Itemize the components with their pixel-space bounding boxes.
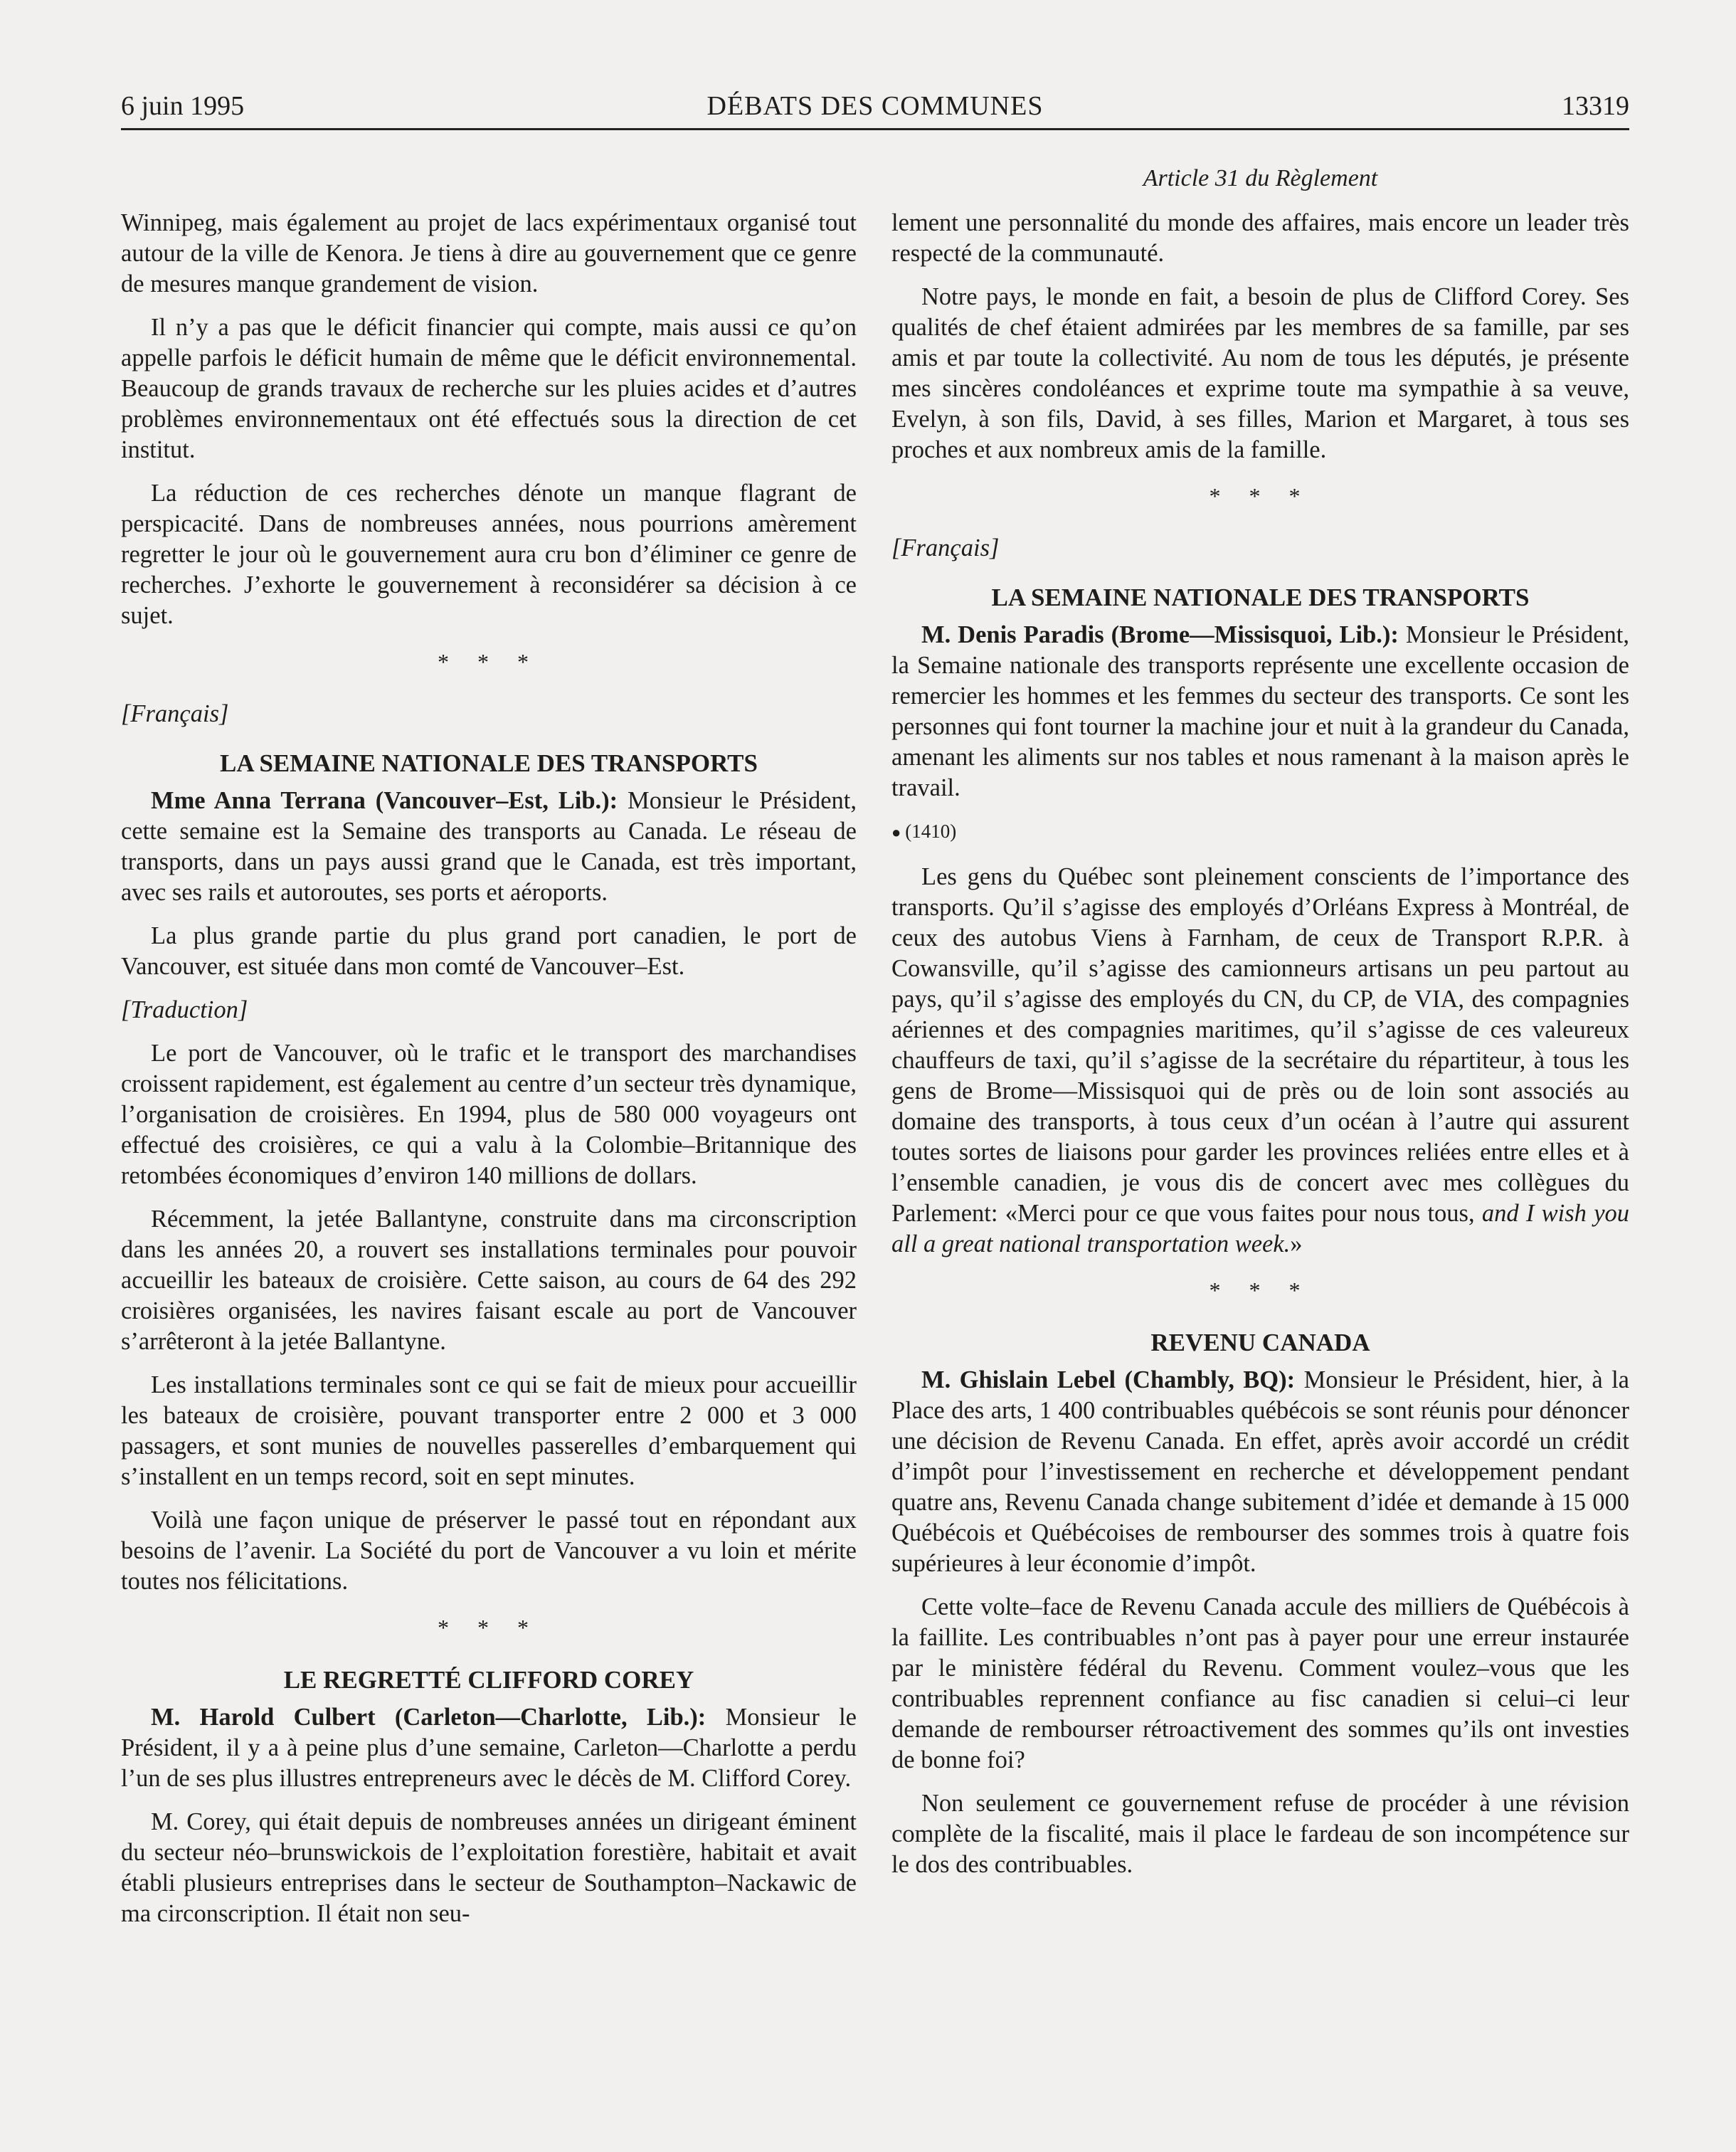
speech-text: Monsieur le Président, la Semaine nationale des transports représente une excellente occasion de remercier les hommes et les femmes du secteur des transports. Ce sont les personnes qui font tourner la machine jour et nuit à la grandeur du Canada, amenant les aliments sur nos tables et nous ramenant à la maison après le travail. (891, 621, 1629, 801)
paragraph: Notre pays, le monde en fait, a besoin de plus de Clifford Corey. Ses qualités de chef étaient admirées par les membres de sa famille, par ses amis et par toute la collectivité. Au nom de tous les députés, je présente mes sincères condoléances et exprime toute ma sympathie à sa veuve, Evelyn, à son fils, David, à ses filles, Marion et Margaret, à tous ses proches et aux nombreux amis de la famille. (891, 283, 1629, 463)
paragraph: Cette volte–face de Revenu Canada accule des milliers de Québécois à la faillite. Les contribuables n’ont pas à payer pour une erreur instaurée par le ministère fédéral du Revenu. Comment voulez–vous que les contribuables reprennent confiance au fisc canadien si celui–ci leur demande de rembourser rétroactivement des sommes qu’ils ont investies de bonne foi? (891, 1593, 1629, 1773)
speech-paragraph (121, 786, 857, 908)
paragraph: La réduction de ces recherches dénote un manque flagrant de perspicacité. Dans de nombreuses années, nous pourrions amèrement regretter le jour où le gouvernement aura cru bon d’éliminer ce genre de recherches. J’exhorte le gouvernement à reconsidérer sa décision à ce sujet. (121, 480, 857, 629)
section-separator: * * * (1209, 1277, 1312, 1303)
section-heading: LA SEMAINE NATIONALE DES TRANSPORTS (220, 749, 758, 777)
time-marker (891, 816, 1629, 848)
paragraph: Winnipeg, mais également au projet de lacs expérimentaux organisé tout autour de la ville de Kenora. Je tiens à dire au gouvernement que ce genre de mesures manque grandement de vision. (121, 209, 857, 297)
paragraph: Récemment, la jetée Ballantyne, construite dans ma circonscription dans les années 20, a rouvert ses installations terminales pour pouvoir accueillir les bateaux de croisière. Cette saison, au cours de 64 des 292 croisières organisées, les navires faisant escale au port de Vancouver s’arrêteront à la jetée Ballantyne. (121, 1206, 857, 1355)
speech-paragraph (891, 1365, 1629, 1579)
running-head: Article 31 du Règlement (1143, 165, 1378, 191)
paragraph-text: Les gens du Québec sont pleinement conscients de l’importance des transports. Qu’il s’agisse des employés d’Orléans Express à Montréal, de ceux des autobus Viens à Farnham, de ceux de Transport R.P.R. à Cowansville, qu’il s’agisse des camionneurs artisans un peu partout au pays, qu’il s’agisse des employés du CN, du CP, de VIA, des compagnies aériennes et des compagnies maritimes, qu’il s’agisse de ces valeureux chauffeurs de taxi, qu’il s’agisse de la secrétaire du répartiteur, à tous les gens de Brome—Missisquoi qui de près ou de loin sont associés au domaine des transports, à tous ceux d’un océan à l’autre qui assurent toutes sortes de liaisons pour garder les provinces reliées entre elles et à l’ensemble canadien, je vous dis de concert avec mes collègues du Parlement: «Merci pour ce que vous faites pour nous tous, (891, 863, 1629, 1227)
section-separator: * * * (1209, 483, 1312, 509)
language-marker: [Français] (891, 534, 1000, 561)
paragraph: M. Corey, qui était depuis de nombreuses années un dirigeant éminent du secteur néo–brunswickois de l’exploitation forestière, habitait et avait établi plusieurs entreprises dans le secteur de Southampton–Nackawic de ma circonscription. Il était non seu- (121, 1808, 857, 1927)
paragraph: Voilà une façon unique de préserver le passé tout en répondant aux besoins de l’avenir. La Société du port de Vancouver a vu loin et mérite toutes nos félicitations. (121, 1507, 857, 1595)
paragraph (891, 862, 1629, 1260)
speech-text: Monsieur le Président, cette semaine est la Semaine des transports au Canada. Le réseau de transports, dans un pays aussi grand que le Canada, est très important, avec ses rails et autoroutes, ses ports et aéroports. (121, 787, 857, 906)
paragraph: Non seulement ce gouvernement refuse de procéder à une révision complète de la fiscalité, mais il place le fardeau de son incompétence sur le dos des contribuables. (891, 1790, 1629, 1878)
right-column (891, 208, 1629, 1893)
time-marker-text: (1410) (905, 821, 957, 842)
speaker-name: M. Denis Paradis (Brome—Missisquoi, Lib.): (921, 621, 1399, 648)
section-separator: * * * (438, 649, 540, 675)
speaker-name: M. Harold Culbert (Carleton—Charlotte, Lib.): (151, 1704, 706, 1731)
speech-paragraph (121, 1702, 857, 1794)
paragraph: Il n’y a pas que le déficit financier qui compte, mais aussi ce qu’on appelle parfois le déficit humain de même que le déficit environnemental. Beaucoup de grands travaux de recherche sur les pluies acides et d’autres problèmes environnementaux ont été effectués sous la direction de cet institut. (121, 314, 857, 463)
bullet-icon: ● (891, 823, 901, 841)
section-separator: * * * (438, 1615, 540, 1640)
speech-paragraph (891, 620, 1629, 803)
speaker-name: M. Ghislain Lebel (Chambly, BQ): (921, 1366, 1296, 1393)
paragraph: La plus grande partie du plus grand port canadien, le port de Vancouver, est située dans mon comté de Vancouver–Est. (121, 922, 857, 980)
language-marker: [Français] (121, 700, 229, 727)
section-heading: LE REGRETTÉ CLIFFORD COREY (283, 1666, 694, 1694)
language-marker: [Traduction] (121, 996, 248, 1023)
speaker-name: Mme Anna Terrana (Vancouver–Est, Lib.): (151, 787, 618, 814)
header-publication-title: DÉBATS DES COMMUNES (706, 91, 1044, 121)
english-quote: and I wish you all a great national transportation week. (891, 1200, 1630, 1257)
section-heading: LA SEMAINE NATIONALE DES TRANSPORTS (991, 584, 1530, 611)
speech-text: Monsieur le Président, il y a à peine plus d’une semaine, Carleton—Charlotte a perdu l’un de ses plus illustres entrepreneurs avec le décès de M. Clifford Corey. (121, 1704, 857, 1792)
header-page-number: 13319 (1562, 91, 1629, 121)
closing-quote: » (1290, 1230, 1303, 1257)
section-heading: REVENU CANADA (1150, 1329, 1370, 1356)
speech-text: Monsieur le Président, hier, à la Place des arts, 1 400 contribuables québécois se sont réunis pour dénoncer une décision de Revenu Canada. En effet, après avoir accordé un crédit d’impôt pour l’investissement en recherche et développement pendant quatre ans, Revenu Canada change subitement d’idée et demande à 15 000 Québécois et Québécoises de rembourser des sommes trois à quatre fois supérieures à leur économie d’impôt. (891, 1366, 1629, 1577)
page-header (121, 84, 1629, 130)
paragraph: lement une personnalité du monde des affaires, mais encore un leader très respecté de la communauté. (891, 209, 1629, 267)
paragraph: Les installations terminales sont ce qui se fait de mieux pour accueillir les bateaux de croisière, pouvant transporter entre 2 000 et 3 000 passagers, et sont munies de nouvelles passerelles d’embarquement qui s’installent en un temps record, soit en sept minutes. (121, 1371, 857, 1490)
header-date: 6 juin 1995 (121, 91, 245, 121)
paragraph: Le port de Vancouver, où le trafic et le transport des marchandises croissent rapidement, est également au centre d’un secteur très dynamique, l’organisation de croisières. En 1994, plus de 580 000 voyageurs ont effectué des croisières, ce qui a valu à la Colombie–Britannique des retombées économiques d’environ 140 millions de dollars. (121, 1040, 857, 1189)
left-column (121, 208, 857, 1942)
